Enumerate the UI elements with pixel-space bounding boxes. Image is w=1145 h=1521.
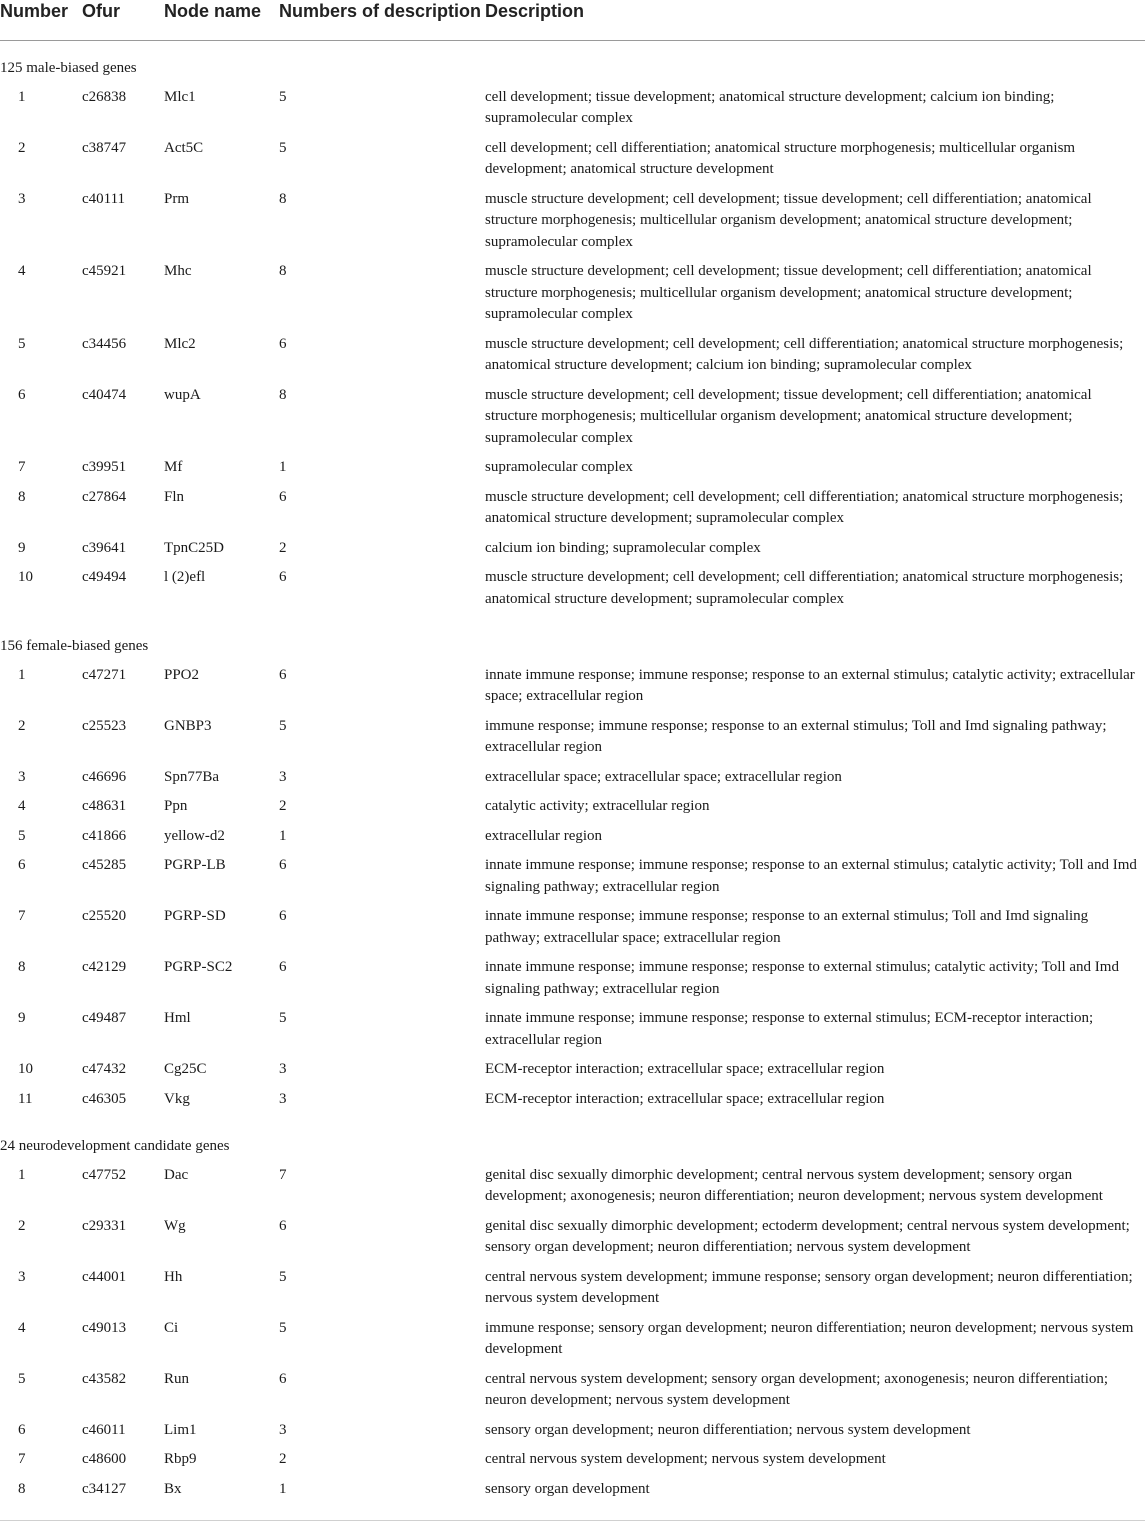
cell-number: 7 — [18, 459, 26, 475]
table-header — [0, 0, 1145, 41]
table-row — [0, 906, 1145, 957]
cell-description: immune response; immune response; response to an external stimulus; Toll and Imd signaling pathway; extracellular region — [485, 717, 1107, 755]
cell-description-count: 6 — [279, 857, 287, 873]
cell-node-name: Ppn — [164, 798, 188, 814]
cell-node-name: Bx — [164, 1480, 182, 1497]
group-header-row — [0, 1118, 1145, 1165]
cell-description: muscle structure development; cell development; tissue development; cell differentiation; anatomical structure morphogenesis; multicellular organism development; anatomical structure development; supramolecular complex — [485, 386, 1092, 446]
table-row — [0, 1479, 1145, 1507]
cell-ofur: c26838 — [82, 88, 127, 105]
cell-ofur: c47271 — [82, 666, 127, 683]
table-row — [0, 665, 1145, 716]
cell-ofur: c49487 — [82, 1010, 127, 1026]
cell-description: central nervous system development; immune response; sensory organ development; neuron differentiation; nervous system development — [485, 1268, 1133, 1306]
cell-number: 11 — [18, 1090, 33, 1107]
group-header-row — [0, 41, 1145, 87]
cell-description: central nervous system development; sensory organ development; axonogenesis; neuron differentiation; neuron development; nervous system development — [485, 1370, 1109, 1408]
cell-node-name: Act5C — [164, 139, 204, 156]
cell-node-name: l (2)efl — [164, 569, 206, 585]
cell-node-name: TpnC25D — [164, 539, 224, 556]
cell-description-count: 6 — [279, 908, 287, 924]
table-row — [0, 567, 1145, 618]
table-body — [0, 41, 1145, 1507]
table-row — [0, 1420, 1145, 1450]
table-row — [0, 1165, 1145, 1216]
cell-ofur: c45921 — [82, 263, 127, 279]
cell-node-name: Wg — [164, 1217, 186, 1234]
cell-description: muscle structure development; cell development; cell differentiation; anatomical structure morphogenesis; anatomical structure development; supramolecular complex — [485, 569, 1124, 607]
header-number: Number — [0, 0, 82, 41]
cell-ofur: c29331 — [82, 1217, 127, 1234]
cell-node-name: GNBP3 — [164, 717, 212, 734]
cell-description-count: 5 — [279, 1319, 287, 1336]
cell-description: innate immune response; immune response; response to an external stimulus; catalytic activity; extracellular space; extracellular region — [485, 666, 1135, 704]
cell-description: innate immune response; immune response; response to external stimulus; ECM-receptor interaction; extracellular region — [485, 1010, 1094, 1048]
cell-number: 6 — [18, 1421, 26, 1438]
cell-number: 5 — [18, 335, 26, 352]
table-row — [0, 138, 1145, 189]
cell-description-count: 5 — [279, 88, 287, 105]
cell-description: muscle structure development; cell development; tissue development; cell differentiation; anatomical structure morphogenesis; multicellular organism development; anatomical structure development; supramolecular complex — [485, 190, 1092, 250]
cell-number: 5 — [18, 827, 26, 844]
table-row — [0, 1089, 1145, 1119]
cell-node-name: yellow-d2 — [164, 827, 225, 844]
header-numbers-of-description: Numbers of description — [279, 0, 485, 41]
table-row — [0, 457, 1145, 487]
cell-description-count: 5 — [279, 717, 287, 734]
cell-ofur: c46696 — [82, 768, 127, 785]
cell-number: 8 — [18, 959, 26, 975]
group-header-row — [0, 618, 1145, 665]
cell-description: immune response; sensory organ development; neuron differentiation; neuron development; nervous system development — [485, 1319, 1134, 1357]
group-title: 24 neurodevelopment candidate genes — [0, 1138, 230, 1154]
cell-description-count: 8 — [279, 263, 287, 279]
cell-description: sensory organ development — [485, 1480, 650, 1497]
cell-description-count: 6 — [279, 1217, 287, 1234]
cell-number: 2 — [18, 1217, 26, 1234]
cell-description-count: 1 — [279, 1480, 287, 1497]
cell-ofur: c40111 — [82, 190, 126, 207]
cell-description-count: 2 — [279, 539, 287, 556]
table-row — [0, 855, 1145, 906]
table-row — [0, 716, 1145, 767]
cell-node-name: Ci — [164, 1319, 179, 1336]
cell-ofur: c42129 — [82, 959, 127, 975]
cell-ofur: c47432 — [82, 1061, 127, 1077]
cell-ofur: c48631 — [82, 798, 127, 814]
table-row — [0, 334, 1145, 385]
cell-node-name: Hml — [164, 1010, 191, 1026]
cell-number: 6 — [18, 857, 26, 873]
table-row — [0, 1008, 1145, 1059]
cell-ofur: c45285 — [82, 857, 127, 873]
cell-number: 3 — [18, 1268, 26, 1285]
cell-number: 9 — [18, 539, 26, 556]
cell-description: sensory organ development; neuron differentiation; nervous system development — [485, 1421, 971, 1438]
cell-number: 10 — [18, 1061, 33, 1077]
table-row — [0, 796, 1145, 826]
table-row — [0, 538, 1145, 568]
cell-description: catalytic activity; extracellular region — [485, 798, 710, 814]
cell-ofur: c41866 — [82, 827, 127, 844]
cell-description-count: 6 — [279, 1370, 287, 1387]
cell-number: 9 — [18, 1010, 26, 1026]
cell-node-name: Mhc — [164, 263, 192, 279]
cell-ofur: c49494 — [82, 569, 127, 585]
table-row — [0, 261, 1145, 334]
table-row — [0, 1369, 1145, 1420]
cell-description: extracellular space; extracellular space; extracellular region — [485, 768, 842, 785]
cell-number: 1 — [18, 666, 26, 683]
cell-description: innate immune response; immune response; response to external stimulus; catalytic activity; Toll and Imd signaling pathway; extracellular region — [485, 959, 1119, 997]
cell-ofur: c34127 — [82, 1480, 127, 1497]
cell-node-name: PGRP-LB — [164, 857, 226, 873]
cell-node-name: Run — [164, 1370, 190, 1387]
cell-description: muscle structure development; cell development; cell differentiation; anatomical structure morphogenesis; anatomical structure development; supramolecular complex — [485, 488, 1124, 526]
cell-number: 7 — [18, 908, 26, 924]
cell-node-name: Dac — [164, 1166, 189, 1183]
cell-node-name: PPO2 — [164, 666, 200, 683]
table-row — [0, 87, 1145, 138]
table-row — [0, 1059, 1145, 1089]
cell-description: central nervous system development; nervous system development — [485, 1451, 886, 1467]
cell-node-name: wupA — [164, 386, 201, 403]
cell-node-name: Mf — [164, 459, 183, 475]
cell-node-name: Cg25C — [164, 1061, 207, 1077]
cell-description-count: 2 — [279, 798, 287, 814]
cell-number: 4 — [18, 1319, 26, 1336]
cell-node-name: Mlc1 — [164, 88, 196, 105]
cell-node-name: PGRP-SD — [164, 908, 226, 924]
cell-ofur: c46305 — [82, 1090, 127, 1107]
cell-number: 5 — [18, 1370, 26, 1387]
cell-node-name: Spn77Ba — [164, 768, 220, 785]
cell-number: 8 — [18, 1480, 26, 1497]
cell-description: supramolecular complex — [485, 459, 633, 475]
cell-node-name: Vkg — [164, 1090, 190, 1107]
cell-description-count: 1 — [279, 459, 287, 475]
cell-description-count: 6 — [279, 488, 287, 505]
cell-ofur: c44001 — [82, 1268, 127, 1285]
cell-number: 1 — [18, 1166, 26, 1183]
cell-description: muscle structure development; cell development; cell differentiation; anatomical structure morphogenesis; anatomical structure development; calcium ion binding; supramolecular complex — [485, 335, 1124, 373]
cell-number: 2 — [18, 139, 26, 156]
cell-node-name: Fln — [164, 488, 185, 505]
table-row — [0, 1318, 1145, 1369]
cell-number: 8 — [18, 488, 26, 505]
cell-node-name: Rbp9 — [164, 1451, 197, 1467]
cell-description: genital disc sexually dimorphic development; central nervous system development; sensory organ development; axonogenesis; neuron differentiation; neuron development; nervous system development — [485, 1166, 1103, 1204]
cell-description: innate immune response; immune response; response to an external stimulus; catalytic activity; Toll and Imd signaling pathway; extracellular region — [485, 857, 1137, 895]
table-row — [0, 1216, 1145, 1267]
cell-number: 3 — [18, 768, 26, 785]
cell-description-count: 1 — [279, 827, 287, 844]
cell-description: innate immune response; immune response; response to an external stimulus; Toll and Imd signaling pathway; extracellular space; extracellular region — [485, 908, 1089, 946]
group-title: 125 male-biased genes — [0, 60, 137, 76]
cell-ofur: c43582 — [82, 1370, 127, 1387]
cell-description: genital disc sexually dimorphic development; ectoderm development; central nervous system development; sensory organ development; neuron differentiation; nervous system development — [485, 1217, 1130, 1255]
cell-number: 7 — [18, 1451, 26, 1467]
header-ofur: Ofur — [82, 0, 164, 41]
cell-description-count: 6 — [279, 666, 287, 683]
cell-description-count: 2 — [279, 1451, 287, 1467]
header-node-name: Node name — [164, 0, 279, 41]
cell-ofur: c25523 — [82, 717, 127, 734]
table-row — [0, 826, 1145, 856]
cell-ofur: c46011 — [82, 1421, 126, 1438]
cell-number: 6 — [18, 386, 26, 403]
cell-number: 10 — [18, 569, 33, 585]
table-row — [0, 487, 1145, 538]
table-row — [0, 1267, 1145, 1318]
cell-number: 1 — [18, 88, 26, 105]
cell-ofur: c34456 — [82, 335, 127, 352]
cell-description-count: 5 — [279, 1010, 287, 1026]
cell-description-count: 5 — [279, 1268, 287, 1285]
cell-node-name: Lim1 — [164, 1421, 197, 1438]
cell-number: 4 — [18, 798, 26, 814]
cell-description: calcium ion binding; supramolecular complex — [485, 539, 761, 556]
cell-number: 4 — [18, 263, 26, 279]
cell-node-name: Prm — [164, 190, 190, 207]
cell-ofur: c39951 — [82, 459, 127, 475]
cell-description: extracellular region — [485, 827, 603, 844]
cell-description-count: 8 — [279, 386, 287, 403]
cell-ofur: c25520 — [82, 908, 127, 924]
cell-description-count: 5 — [279, 139, 287, 156]
cell-description-count: 3 — [279, 768, 287, 785]
table-row — [0, 957, 1145, 1008]
table-row — [0, 189, 1145, 262]
cell-description-count: 3 — [279, 1061, 287, 1077]
cell-description-count: 8 — [279, 190, 287, 207]
cell-description-count: 6 — [279, 335, 287, 352]
table-row — [0, 1449, 1145, 1479]
cell-number: 3 — [18, 190, 26, 207]
cell-node-name: PGRP-SC2 — [164, 959, 233, 975]
cell-number: 2 — [18, 717, 26, 734]
cell-description-count: 6 — [279, 569, 287, 585]
cell-node-name: Hh — [164, 1268, 183, 1285]
cell-ofur: c27864 — [82, 488, 127, 505]
cell-description: muscle structure development; cell development; tissue development; cell differentiation; anatomical structure morphogenesis; multicellular organism development; anatomical structure development; supramolecular complex — [485, 263, 1092, 322]
cell-description-count: 3 — [279, 1090, 287, 1107]
table-row — [0, 767, 1145, 797]
cell-ofur: c40474 — [82, 386, 127, 403]
cell-ofur: c49013 — [82, 1319, 127, 1336]
cell-description: ECM-receptor interaction; extracellular space; extracellular region — [485, 1061, 885, 1077]
cell-ofur: c48600 — [82, 1451, 127, 1467]
cell-ofur: c47752 — [82, 1166, 127, 1183]
group-title: 156 female-biased genes — [0, 638, 149, 654]
cell-ofur: c38747 — [82, 139, 127, 156]
cell-description: cell development; tissue development; anatomical structure development; calcium ion binding; supramolecular complex — [485, 88, 1055, 126]
cell-ofur: c39641 — [82, 539, 127, 556]
cell-description: cell development; cell differentiation; anatomical structure morphogenesis; multicellular organism development; anatomical structure development — [485, 139, 1076, 177]
cell-node-name: Mlc2 — [164, 335, 196, 352]
table-row — [0, 385, 1145, 458]
cell-description-count: 7 — [279, 1166, 287, 1183]
cell-description-count: 3 — [279, 1421, 287, 1438]
header-description: Description — [485, 0, 1145, 41]
cell-description: ECM-receptor interaction; extracellular space; extracellular region — [485, 1090, 885, 1107]
cell-description-count: 6 — [279, 959, 287, 975]
